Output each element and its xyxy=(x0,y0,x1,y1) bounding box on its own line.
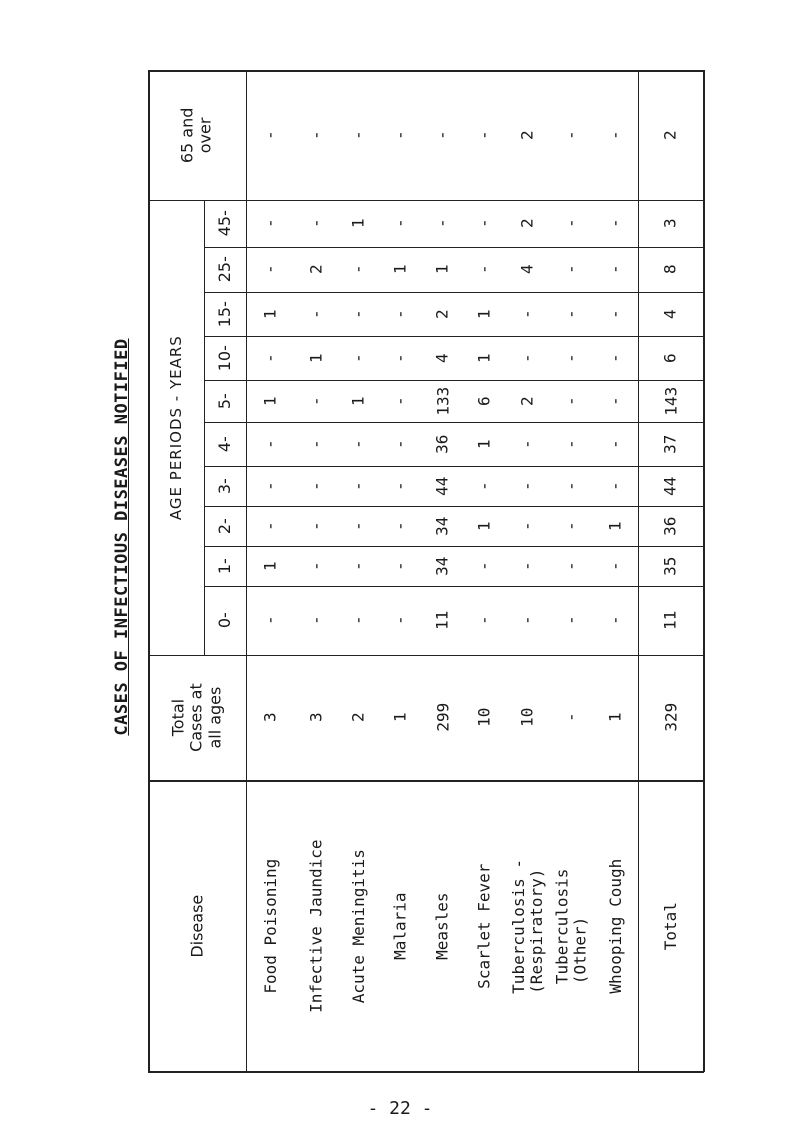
age-cell xyxy=(296,200,338,247)
age-group-label: 4- xyxy=(214,436,234,452)
age-cell xyxy=(594,422,638,466)
total-row-label: Total xyxy=(660,901,680,951)
page-title xyxy=(108,338,136,736)
total-cell xyxy=(246,655,296,780)
age-cell xyxy=(380,586,422,655)
age-value: - xyxy=(561,521,581,531)
age-value: - xyxy=(561,615,581,626)
age-value: - xyxy=(605,218,625,229)
age-cell xyxy=(506,586,550,655)
age-value: - xyxy=(474,481,494,491)
age-value: - xyxy=(348,561,368,571)
total-value: 10 xyxy=(474,707,494,728)
age-cell xyxy=(422,466,464,506)
age-cell xyxy=(638,380,704,422)
over65-cell xyxy=(338,70,380,200)
age-group-label: 45- xyxy=(214,210,234,237)
age-cell xyxy=(638,200,704,247)
age-value: 4 xyxy=(517,264,537,275)
age-value: 1 xyxy=(260,309,280,319)
age-cell xyxy=(338,336,380,380)
header-age-periods-label: AGE PERIODS - YEARS xyxy=(166,335,185,520)
over65-value: - xyxy=(390,130,410,140)
age-value: - xyxy=(260,353,280,363)
age-cell xyxy=(638,506,704,546)
age-cell xyxy=(464,380,506,422)
disease-cell xyxy=(594,780,638,1072)
disease-cell xyxy=(506,780,550,1072)
age-cell xyxy=(296,247,338,292)
age-value: - xyxy=(517,561,537,571)
over65-value: 2 xyxy=(660,130,680,140)
total-cell xyxy=(338,655,380,780)
age-group-header xyxy=(204,546,246,586)
age-value: - xyxy=(605,439,625,449)
age-cell xyxy=(338,506,380,546)
age-cell xyxy=(246,380,296,422)
age-cell xyxy=(422,336,464,380)
age-value: 1 xyxy=(348,396,368,406)
age-cell xyxy=(464,546,506,586)
age-value: - xyxy=(561,264,581,275)
age-value: - xyxy=(306,309,326,319)
age-cell xyxy=(422,506,464,546)
over65-cell xyxy=(296,70,338,200)
age-value: - xyxy=(390,615,410,626)
age-cell xyxy=(422,586,464,655)
age-cell xyxy=(246,546,296,586)
age-value: 1 xyxy=(306,353,326,363)
age-cell xyxy=(550,200,594,247)
age-cell xyxy=(246,466,296,506)
age-value: - xyxy=(306,561,326,571)
age-value: - xyxy=(306,481,326,491)
age-cell xyxy=(296,336,338,380)
age-value: - xyxy=(474,615,494,626)
total-cell xyxy=(638,655,704,780)
age-value: - xyxy=(348,481,368,491)
age-value: 133 xyxy=(432,386,452,416)
age-cell xyxy=(296,380,338,422)
age-cell xyxy=(296,586,338,655)
age-value: 36 xyxy=(660,516,680,536)
age-cell xyxy=(246,336,296,380)
age-value: 34 xyxy=(432,556,452,576)
age-cell xyxy=(296,506,338,546)
age-value: - xyxy=(390,218,410,229)
age-cell xyxy=(506,292,550,336)
total-value: 1 xyxy=(605,712,625,723)
age-cell xyxy=(594,466,638,506)
age-value: - xyxy=(474,561,494,571)
age-value: - xyxy=(348,264,368,275)
disease-cell xyxy=(550,780,594,1072)
age-value: 6 xyxy=(474,396,494,406)
disease-cell xyxy=(380,780,422,1072)
age-cell xyxy=(380,336,422,380)
total-cell xyxy=(550,655,594,780)
age-cell xyxy=(422,380,464,422)
age-cell xyxy=(464,422,506,466)
age-cell xyxy=(380,422,422,466)
age-value: 8 xyxy=(660,264,680,275)
age-value: - xyxy=(260,521,280,531)
age-value: 1 xyxy=(260,396,280,406)
age-cell xyxy=(594,546,638,586)
over65-cell xyxy=(594,70,638,200)
age-cell xyxy=(380,200,422,247)
age-value: - xyxy=(260,218,280,229)
age-value: - xyxy=(306,439,326,449)
age-cell xyxy=(594,336,638,380)
disease-name: Whooping Cough xyxy=(605,858,625,994)
age-group-header xyxy=(204,586,246,655)
age-cell xyxy=(246,200,296,247)
age-value: 1 xyxy=(260,561,280,571)
age-value: - xyxy=(561,353,581,363)
over65-cell xyxy=(246,70,296,200)
age-cell xyxy=(550,586,594,655)
over65-value: - xyxy=(348,130,368,140)
notifications-table xyxy=(148,70,704,1072)
header-65-over-label: 65 and over xyxy=(177,107,215,163)
age-group-header xyxy=(204,247,246,292)
age-value: - xyxy=(517,309,537,319)
over65-value: - xyxy=(561,130,581,140)
age-value: 1 xyxy=(474,353,494,363)
age-cell xyxy=(550,247,594,292)
age-cell xyxy=(338,422,380,466)
age-cell xyxy=(464,586,506,655)
age-value: 2 xyxy=(517,396,537,406)
total-cell xyxy=(506,655,550,780)
age-cell xyxy=(246,247,296,292)
age-group-label: 10- xyxy=(214,344,234,372)
age-cell xyxy=(638,466,704,506)
age-cell xyxy=(246,422,296,466)
age-value: - xyxy=(390,309,410,319)
over65-cell xyxy=(464,70,506,200)
age-value: 11 xyxy=(432,610,452,631)
total-value: 3 xyxy=(260,712,280,723)
age-cell xyxy=(506,247,550,292)
age-value: - xyxy=(260,615,280,626)
disease-cell xyxy=(422,780,464,1072)
age-value: - xyxy=(306,615,326,626)
age-value: - xyxy=(390,439,410,449)
header-total-cases-label: Total Cases at all ages xyxy=(168,683,225,752)
age-group-label: 5- xyxy=(214,393,234,409)
age-cell xyxy=(380,466,422,506)
disease-name: Acute Meningitis xyxy=(348,848,368,1004)
total-cell xyxy=(296,655,338,780)
age-value: - xyxy=(605,481,625,491)
age-group-label: 1- xyxy=(214,558,234,574)
age-value: 4 xyxy=(660,309,680,319)
age-cell xyxy=(638,247,704,292)
disease-cell xyxy=(296,780,338,1072)
age-cell xyxy=(506,506,550,546)
disease-name: Scarlet Fever xyxy=(474,863,494,989)
age-value: - xyxy=(348,439,368,449)
age-cell xyxy=(550,336,594,380)
over65-value: - xyxy=(260,130,280,140)
age-value: 1 xyxy=(605,521,625,531)
age-value: 3 xyxy=(660,218,680,229)
header-total-cases xyxy=(148,655,246,780)
age-cell xyxy=(296,466,338,506)
total-value: 1 xyxy=(390,712,410,723)
age-value: - xyxy=(260,481,280,491)
age-cell xyxy=(338,200,380,247)
page-title-text: CASES OF INFECTIOUS DISEASES NOTIFIED xyxy=(112,338,132,736)
age-value: - xyxy=(474,264,494,275)
age-cell xyxy=(638,586,704,655)
age-cell xyxy=(594,292,638,336)
age-value: 2 xyxy=(432,309,452,319)
age-cell xyxy=(550,422,594,466)
header-disease-label: Disease xyxy=(186,894,206,958)
age-cell xyxy=(638,336,704,380)
age-value: - xyxy=(561,396,581,406)
total-value: 329 xyxy=(660,703,680,732)
age-cell xyxy=(338,247,380,292)
age-cell xyxy=(594,247,638,292)
age-cell xyxy=(246,586,296,655)
age-cell xyxy=(464,200,506,247)
age-value: - xyxy=(517,615,537,626)
total-value: 10 xyxy=(517,707,537,728)
disease-cell xyxy=(338,780,380,1072)
age-cell xyxy=(422,422,464,466)
age-group-header xyxy=(204,200,246,247)
age-value: - xyxy=(348,615,368,626)
total-cell xyxy=(594,655,638,780)
total-cell xyxy=(422,655,464,780)
age-cell xyxy=(594,586,638,655)
header-disease xyxy=(148,780,246,1072)
total-value: 299 xyxy=(432,703,452,732)
age-group-header xyxy=(204,380,246,422)
over65-value: - xyxy=(306,130,326,140)
total-cell xyxy=(464,655,506,780)
age-value: - xyxy=(605,561,625,571)
disease-name: Infective Jaundice xyxy=(306,839,326,1013)
age-cell xyxy=(296,292,338,336)
age-cell xyxy=(464,336,506,380)
age-value: - xyxy=(390,353,410,363)
age-value: - xyxy=(306,521,326,531)
over65-cell xyxy=(638,70,704,200)
age-value: 1 xyxy=(390,264,410,275)
age-cell xyxy=(638,422,704,466)
age-cell xyxy=(380,506,422,546)
age-cell xyxy=(550,466,594,506)
age-group-label: 15- xyxy=(214,300,234,328)
age-cell xyxy=(550,380,594,422)
age-value: - xyxy=(605,264,625,275)
age-value: - xyxy=(348,353,368,363)
age-cell xyxy=(594,200,638,247)
age-cell xyxy=(296,422,338,466)
age-value: - xyxy=(306,396,326,406)
age-cell xyxy=(464,466,506,506)
age-value: 44 xyxy=(432,476,452,496)
over65-value: - xyxy=(474,130,494,140)
age-cell xyxy=(338,546,380,586)
age-value: 35 xyxy=(660,556,680,576)
age-value: - xyxy=(605,615,625,626)
age-cell xyxy=(550,506,594,546)
age-group-label: 2- xyxy=(214,518,234,534)
age-cell xyxy=(638,292,704,336)
age-value: - xyxy=(605,353,625,363)
age-cell xyxy=(464,506,506,546)
age-cell xyxy=(638,546,704,586)
age-value: 143 xyxy=(660,386,680,416)
over65-value: 2 xyxy=(517,130,537,140)
age-value: - xyxy=(260,439,280,449)
age-value: - xyxy=(561,218,581,229)
header-age-periods xyxy=(148,200,204,655)
age-value: - xyxy=(517,353,537,363)
age-value: - xyxy=(561,309,581,319)
age-value: 4 xyxy=(432,353,452,363)
age-cell xyxy=(338,380,380,422)
age-value: 2 xyxy=(306,264,326,275)
age-value: - xyxy=(605,396,625,406)
age-value: 36 xyxy=(432,434,452,454)
age-group-header xyxy=(204,292,246,336)
age-value: - xyxy=(561,481,581,491)
over65-cell xyxy=(550,70,594,200)
age-value: 44 xyxy=(660,476,680,496)
age-cell xyxy=(246,506,296,546)
age-group-header xyxy=(204,466,246,506)
age-value: - xyxy=(348,521,368,531)
over65-value: - xyxy=(432,130,452,140)
age-value: 34 xyxy=(432,516,452,536)
over65-cell xyxy=(380,70,422,200)
age-cell xyxy=(506,336,550,380)
age-cell xyxy=(594,506,638,546)
age-cell xyxy=(422,292,464,336)
age-value: - xyxy=(561,561,581,571)
age-cell xyxy=(338,466,380,506)
age-cell xyxy=(506,200,550,247)
age-cell xyxy=(506,380,550,422)
age-value: - xyxy=(432,218,452,229)
disease-cell xyxy=(638,780,704,1072)
age-cell xyxy=(296,546,338,586)
age-value: - xyxy=(348,309,368,319)
over65-cell xyxy=(422,70,464,200)
age-group-label: 0- xyxy=(214,612,234,629)
age-cell xyxy=(380,546,422,586)
age-value: - xyxy=(260,264,280,275)
total-value: - xyxy=(561,712,581,723)
disease-name: Tuberculosis - (Respiratory) xyxy=(508,858,547,994)
age-value: - xyxy=(474,218,494,229)
age-value: 1 xyxy=(474,309,494,319)
age-cell xyxy=(506,422,550,466)
age-cell xyxy=(380,292,422,336)
age-cell xyxy=(464,247,506,292)
disease-name: Food Poisoning xyxy=(260,858,280,994)
age-value: - xyxy=(517,521,537,531)
age-value: - xyxy=(390,561,410,571)
disease-cell xyxy=(246,780,296,1072)
age-cell xyxy=(464,292,506,336)
age-group-label: 3- xyxy=(214,478,234,494)
age-cell xyxy=(380,247,422,292)
age-group-header xyxy=(204,422,246,466)
age-value: - xyxy=(561,439,581,449)
age-cell xyxy=(506,546,550,586)
total-value: 3 xyxy=(306,712,326,723)
age-value: 1 xyxy=(474,521,494,531)
age-cell xyxy=(380,380,422,422)
age-cell xyxy=(422,546,464,586)
over65-value: - xyxy=(605,130,625,140)
age-cell xyxy=(246,292,296,336)
age-cell xyxy=(338,292,380,336)
age-value: 6 xyxy=(660,353,680,363)
disease-name: Measles xyxy=(432,892,452,960)
age-value: 37 xyxy=(660,434,680,454)
disease-name: Malaria xyxy=(390,892,410,960)
age-group-header xyxy=(204,336,246,380)
age-cell xyxy=(594,380,638,422)
total-cell xyxy=(380,655,422,780)
age-value: - xyxy=(517,481,537,491)
age-value: 2 xyxy=(517,218,537,229)
age-value: - xyxy=(390,396,410,406)
age-cell xyxy=(422,247,464,292)
age-value: - xyxy=(390,521,410,531)
age-group-label: 25- xyxy=(214,256,234,283)
age-cell xyxy=(550,546,594,586)
age-group-header xyxy=(204,506,246,546)
page-number: - 22 - xyxy=(367,1098,433,1119)
age-value: 1 xyxy=(474,439,494,449)
age-cell xyxy=(550,292,594,336)
age-cell xyxy=(506,466,550,506)
disease-name: Tuberculosis (Other) xyxy=(552,868,590,984)
age-value: - xyxy=(517,439,537,449)
disease-cell xyxy=(464,780,506,1072)
age-cell xyxy=(422,200,464,247)
age-value: 11 xyxy=(660,610,680,631)
header-65-over xyxy=(148,70,246,200)
age-value: 1 xyxy=(348,218,368,229)
age-value: 1 xyxy=(432,264,452,275)
age-value: - xyxy=(390,481,410,491)
age-value: - xyxy=(306,218,326,229)
total-value: 2 xyxy=(348,712,368,723)
age-value: - xyxy=(605,309,625,319)
age-cell xyxy=(338,586,380,655)
over65-cell xyxy=(506,70,550,200)
